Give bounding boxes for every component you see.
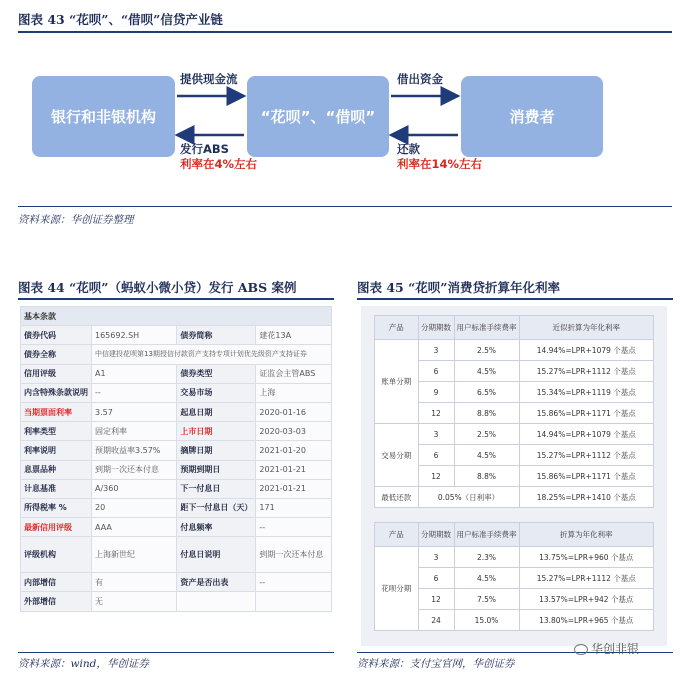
row-value: -- bbox=[256, 573, 332, 592]
term-cell: 6 bbox=[418, 568, 454, 589]
apr-cell: 13.57%=LPR+942 个基点 bbox=[519, 589, 654, 610]
rate-table-1 bbox=[374, 315, 654, 508]
table-row bbox=[21, 364, 332, 383]
row-key: 信用评级 bbox=[21, 364, 92, 383]
row-key-highlight: 最新信用评级 bbox=[21, 518, 92, 537]
apr-cell: 15.34%=LPR+1119 个基点 bbox=[519, 382, 654, 403]
fig43-bottom-rule bbox=[18, 206, 672, 207]
label-rate-4: 利率在4%左右 bbox=[180, 157, 258, 171]
table-row bbox=[375, 487, 654, 508]
table-row bbox=[375, 547, 654, 568]
row-value: 预期收益率3.57% bbox=[92, 441, 177, 460]
label-rate-14: 利率在14%左右 bbox=[397, 157, 483, 171]
fee-cell: 4.5% bbox=[454, 568, 519, 589]
term-cell: 12 bbox=[418, 589, 454, 610]
table-row bbox=[21, 498, 332, 517]
row-key: 债券类型 bbox=[177, 364, 256, 383]
row-value: 2021-01-20 bbox=[256, 441, 332, 460]
apr-cell: 14.94%=LPR+1079 个基点 bbox=[519, 424, 654, 445]
row-key: 付息频率 bbox=[177, 518, 256, 537]
header-cell: 分期期数 bbox=[418, 523, 454, 547]
row-value: 建花13A bbox=[256, 326, 332, 345]
fig43-title: 图表 43 “花呗”、“借呗”信贷产业链 bbox=[18, 12, 223, 27]
apr-cell: 15.27%=LPR+1112 个基点 bbox=[519, 568, 654, 589]
fee-cell: 0.05%（日利率） bbox=[418, 487, 519, 508]
row-value: 上海新世纪 bbox=[92, 537, 177, 573]
row-key: 外部增信 bbox=[21, 592, 92, 611]
row-value: 2020-03-03 bbox=[256, 422, 332, 441]
row-value: 到期一次还本付息 bbox=[256, 537, 332, 573]
table-row bbox=[21, 402, 332, 421]
table-header-row bbox=[375, 523, 654, 547]
term-cell: 3 bbox=[418, 340, 454, 361]
row-value: -- bbox=[256, 518, 332, 537]
table-row bbox=[21, 326, 332, 345]
table-header-row bbox=[21, 307, 332, 326]
row-key: 内含特殊条款说明 bbox=[21, 383, 92, 402]
fig44-title: 图表 44 “花呗”（蚂蚁小微小贷）发行 ABS 案例 bbox=[18, 280, 297, 295]
apr-cell: 15.86%=LPR+1171 个基点 bbox=[519, 403, 654, 424]
header-cell: 折算为年化利率 bbox=[519, 523, 654, 547]
table-row bbox=[375, 340, 654, 361]
row-key: 债券代码 bbox=[21, 326, 92, 345]
term-cell: 12 bbox=[418, 403, 454, 424]
product-cell: 账单分期 bbox=[375, 340, 419, 424]
table-row bbox=[21, 345, 332, 364]
node-huabei-jiebei: “花呗”、“借呗” bbox=[247, 76, 389, 157]
label-provide-cashflow: 提供现金流 bbox=[180, 72, 238, 86]
row-value: 171 bbox=[256, 498, 332, 517]
node-consumers: 消费者 bbox=[461, 76, 603, 157]
term-cell: 6 bbox=[418, 361, 454, 382]
row-value: 到期一次还本付息 bbox=[92, 460, 177, 479]
fig44-bottom-rule bbox=[18, 652, 334, 653]
fig44-source: 资料来源：wind，华创证券 bbox=[18, 658, 149, 670]
header-cell: 产品 bbox=[375, 523, 419, 547]
row-value: 固定利率 bbox=[92, 422, 177, 441]
apr-cell: 13.75%=LPR+960 个基点 bbox=[519, 547, 654, 568]
table-header-row bbox=[375, 316, 654, 340]
row-key: 资产是否出表 bbox=[177, 573, 256, 592]
row-key: 评级机构 bbox=[21, 537, 92, 573]
row-value: 20 bbox=[92, 498, 177, 517]
fig45-top-rule bbox=[357, 298, 673, 300]
apr-cell: 15.27%=LPR+1112 个基点 bbox=[519, 361, 654, 382]
table-row bbox=[21, 460, 332, 479]
apr-cell: 18.25%=LPR+1410 个基点 bbox=[519, 487, 654, 508]
abs-terms-table bbox=[20, 306, 332, 612]
row-key-highlight: 当期票面利率 bbox=[21, 402, 92, 421]
wechat-icon bbox=[574, 644, 588, 655]
header-cell: 近似折算为年化利率 bbox=[519, 316, 654, 340]
term-cell: 3 bbox=[418, 547, 454, 568]
fee-cell: 4.5% bbox=[454, 445, 519, 466]
row-value: 有 bbox=[92, 573, 177, 592]
fig45-title: 图表 45 “花呗”消费贷折算年化利率 bbox=[357, 280, 560, 295]
row-key: 付息日说明 bbox=[177, 537, 256, 573]
term-cell: 9 bbox=[418, 382, 454, 403]
row-key: 距下一付息日（天） bbox=[177, 498, 256, 517]
product-cell: 交易分期 bbox=[375, 424, 419, 487]
row-value: 2021-01-21 bbox=[256, 460, 332, 479]
row-key: 起息日期 bbox=[177, 402, 256, 421]
label-issue-abs: 发行ABS bbox=[180, 142, 229, 156]
table-row bbox=[21, 383, 332, 402]
table-row bbox=[21, 422, 332, 441]
label-repay: 还款 bbox=[397, 142, 420, 156]
fee-cell: 6.5% bbox=[454, 382, 519, 403]
fee-cell: 2.5% bbox=[454, 424, 519, 445]
apr-cell: 15.27%=LPR+1112 个基点 bbox=[519, 445, 654, 466]
term-cell: 12 bbox=[418, 466, 454, 487]
row-value: 2021-01-21 bbox=[256, 479, 332, 498]
table-header-cell: 基本条款 bbox=[21, 307, 332, 326]
apr-cell: 13.80%=LPR+965 个基点 bbox=[519, 610, 654, 631]
rate-tables-panel bbox=[361, 306, 667, 646]
apr-cell: 15.86%=LPR+1171 个基点 bbox=[519, 466, 654, 487]
row-value: A1 bbox=[92, 364, 177, 383]
row-value: 无 bbox=[92, 592, 177, 611]
watermark-text: 华创非银 bbox=[591, 642, 640, 656]
row-value: 中信建投花呗第13期授信付款资产支持专项计划优先级资产支持证券 bbox=[92, 345, 332, 364]
row-key: 下一付息日 bbox=[177, 479, 256, 498]
row-key: 息票品种 bbox=[21, 460, 92, 479]
product-cell: 最低还款 bbox=[375, 487, 419, 508]
row-key: 利率类型 bbox=[21, 422, 92, 441]
header-cell: 分期期数 bbox=[418, 316, 454, 340]
row-key: 利率说明 bbox=[21, 441, 92, 460]
row-value: 2020-01-16 bbox=[256, 402, 332, 421]
fee-cell: 15.0% bbox=[454, 610, 519, 631]
row-value: -- bbox=[92, 383, 177, 402]
term-cell: 24 bbox=[418, 610, 454, 631]
fig45-source: 资料来源：支付宝官网，华创证券 bbox=[357, 658, 515, 670]
row-key: 预期到期日 bbox=[177, 460, 256, 479]
row-value: 上海 bbox=[256, 383, 332, 402]
table-row bbox=[21, 573, 332, 592]
table-row bbox=[21, 592, 332, 611]
fig44-top-rule bbox=[18, 298, 334, 300]
table-row bbox=[21, 518, 332, 537]
header-cell: 用户标准手续费率 bbox=[454, 523, 519, 547]
row-key: 内部增信 bbox=[21, 573, 92, 592]
table-row bbox=[21, 479, 332, 498]
row-key: 债券简称 bbox=[177, 326, 256, 345]
fee-cell: 7.5% bbox=[454, 589, 519, 610]
row-key: 计息基准 bbox=[21, 479, 92, 498]
row-key: 摘牌日期 bbox=[177, 441, 256, 460]
row-value: A/360 bbox=[92, 479, 177, 498]
row-key-highlight: 上市日期 bbox=[177, 422, 256, 441]
fee-cell: 4.5% bbox=[454, 361, 519, 382]
row-value: 证监会主管ABS bbox=[256, 364, 332, 383]
row-key: 交易市场 bbox=[177, 383, 256, 402]
row-key: 所得税率 % bbox=[21, 498, 92, 517]
fee-cell: 8.8% bbox=[454, 403, 519, 424]
header-cell: 产品 bbox=[375, 316, 419, 340]
table-row bbox=[21, 441, 332, 460]
fee-cell: 2.3% bbox=[454, 547, 519, 568]
row-empty bbox=[256, 592, 332, 611]
row-value: AAA bbox=[92, 518, 177, 537]
rate-table-2 bbox=[374, 522, 654, 631]
table-row bbox=[375, 424, 654, 445]
fee-cell: 8.8% bbox=[454, 466, 519, 487]
apr-cell: 14.94%=LPR+1079 个基点 bbox=[519, 340, 654, 361]
table-row bbox=[21, 537, 332, 573]
row-value: 165692.SH bbox=[92, 326, 177, 345]
watermark bbox=[574, 640, 639, 657]
term-cell: 6 bbox=[418, 445, 454, 466]
header-cell: 用户标准手续费率 bbox=[454, 316, 519, 340]
node-banks: 银行和非银机构 bbox=[32, 76, 175, 157]
label-lend-funds: 借出资金 bbox=[397, 72, 443, 86]
fig43-arrows bbox=[0, 0, 693, 240]
fig43-source: 资料来源：华创证券整理 bbox=[18, 214, 134, 226]
product-cell: 花呗分期 bbox=[375, 547, 419, 631]
fee-cell: 2.5% bbox=[454, 340, 519, 361]
term-cell: 3 bbox=[418, 424, 454, 445]
row-value: 3.57 bbox=[92, 402, 177, 421]
row-key: 债券全称 bbox=[21, 345, 92, 364]
row-empty bbox=[177, 592, 256, 611]
